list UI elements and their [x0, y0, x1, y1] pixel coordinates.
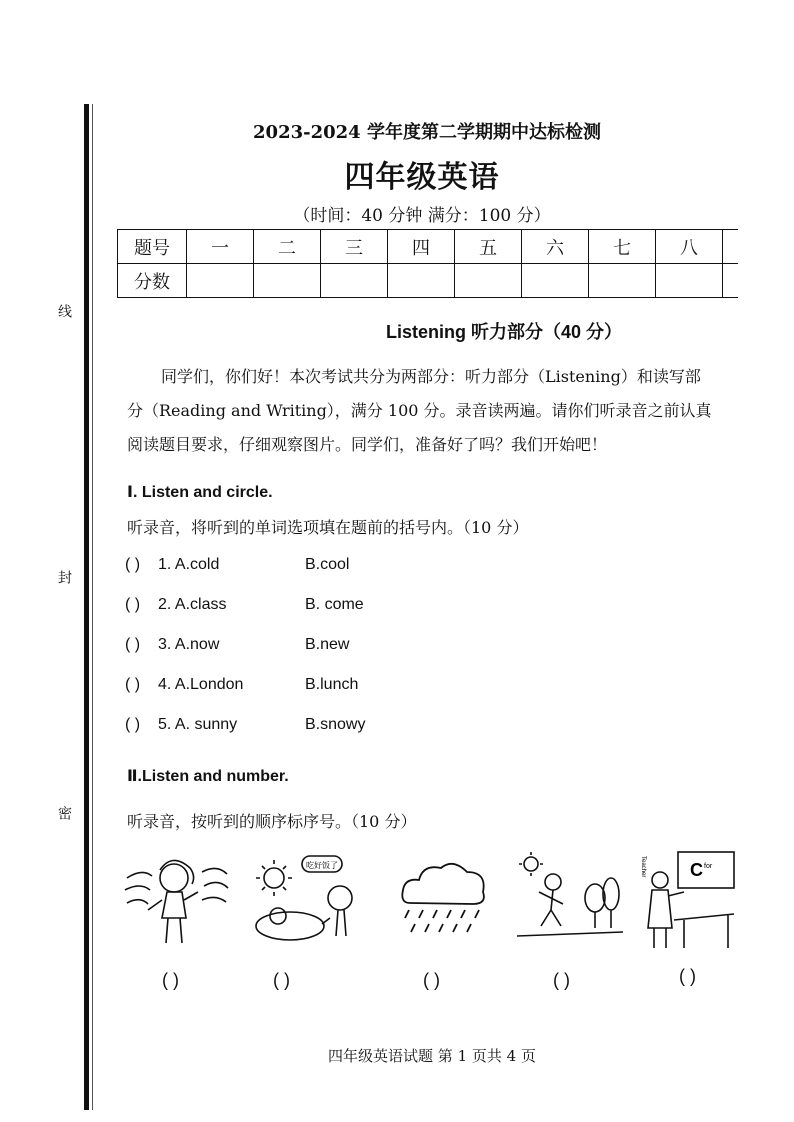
picture-answer-paren[interactable]: ( ) — [679, 966, 696, 986]
option-a: 1. A.cold — [158, 556, 220, 573]
seal-char-mi: 密 — [56, 806, 72, 820]
col-header: 一 — [187, 230, 254, 264]
part1-instruction: 听录音，将听到的单词选项填在题前的括号内。（10 分） — [127, 518, 529, 537]
question-item — [125, 596, 425, 616]
col-header: 四 — [388, 230, 455, 264]
seal-char-feng: 封 — [56, 570, 72, 584]
score-cell[interactable] — [321, 264, 388, 298]
seal-char-xian: 线 — [56, 304, 72, 318]
score-table-row-numbers — [118, 230, 790, 264]
teacher-board-illustration — [638, 848, 738, 958]
windy-girl-illustration — [122, 848, 232, 948]
col-header: 五 — [455, 230, 522, 264]
col-header: 三 — [321, 230, 388, 264]
score-cell[interactable] — [656, 264, 723, 298]
subject-title: 四年级英语 — [344, 160, 500, 195]
question-item — [125, 636, 425, 656]
page-footer: 四年级英语试题 第 1 页共 4 页 — [328, 1047, 536, 1065]
score-cell[interactable] — [388, 264, 455, 298]
answer-paren[interactable]: ( ) — [125, 676, 141, 693]
col-header: 八 — [656, 230, 723, 264]
option-b: B.cool — [305, 556, 350, 573]
part2-instruction: 听录音，按听到的顺序标序号。（10 分） — [127, 812, 417, 831]
col-header: 七 — [589, 230, 656, 264]
score-cell[interactable] — [589, 264, 656, 298]
page-crop-mask — [738, 226, 794, 301]
answer-paren[interactable]: ( ) — [125, 636, 141, 653]
listening-section-title: Listening 听力部分（40 分） — [386, 322, 623, 342]
boy-walking-illustration — [515, 848, 625, 948]
picnic-kids-illustration — [250, 848, 360, 948]
score-cell[interactable] — [522, 264, 589, 298]
intro-paragraph — [127, 360, 767, 462]
option-a: 3. A.now — [158, 636, 220, 653]
score-cell[interactable] — [455, 264, 522, 298]
picture-answer-paren[interactable]: ( ) — [553, 970, 570, 990]
answer-paren[interactable]: ( ) — [125, 716, 141, 733]
teacher-label: Teacher — [640, 856, 646, 878]
part2-heading: Ⅱ.Listen and number. — [127, 768, 289, 785]
option-a: 4. A.London — [158, 676, 244, 693]
question-item — [125, 676, 425, 696]
speech-bubble-text: 吃好饭了 — [306, 861, 338, 870]
option-a: 2. A.class — [158, 596, 227, 613]
score-cell[interactable] — [254, 264, 321, 298]
option-b: B. come — [305, 596, 364, 613]
picture-answer-paren[interactable]: ( ) — [423, 970, 440, 990]
option-b: B.new — [305, 636, 350, 653]
board-letter: C — [690, 860, 703, 880]
option-a: 5. A. sunny — [158, 716, 238, 733]
score-table-row-scores — [118, 264, 790, 298]
binding-line — [84, 104, 89, 1110]
time-info: （时间：40 分钟 满分：100 分） — [293, 206, 551, 226]
intro-line: 分（Reading and Writing），满分 100 分。录音读两遍。请你们听录音之前认真 — [127, 401, 712, 420]
answer-paren[interactable]: ( ) — [125, 596, 141, 613]
score-cell[interactable] — [187, 264, 254, 298]
intro-line: 同学们，你们好！本次考试共分为两部分：听力部分（Listening）和读写部 — [161, 367, 701, 386]
row-label-question: 题号 — [118, 230, 187, 264]
picture-answer-paren[interactable]: ( ) — [273, 970, 290, 990]
option-b: B.snowy — [305, 716, 366, 733]
picture-answer-paren[interactable]: ( ) — [162, 970, 179, 990]
row-label-score: 分数 — [118, 264, 187, 298]
answer-paren[interactable]: ( ) — [125, 556, 141, 573]
option-b: B.lunch — [305, 676, 359, 693]
part1-heading: Ⅰ. Listen and circle. — [127, 484, 273, 501]
board-word: for — [704, 863, 713, 870]
score-table — [117, 229, 790, 298]
question-item — [125, 716, 425, 736]
intro-line: 阅读题目要求，仔细观察图片。同学们，准备好了吗？我们开始吧！ — [127, 435, 608, 454]
exam-title: 2023-2024 学年度第二学期期中达标检测 — [253, 122, 601, 143]
col-header: 二 — [254, 230, 321, 264]
rain-cloud-illustration — [395, 848, 495, 948]
binding-line-thin — [92, 104, 93, 1110]
col-header: 六 — [522, 230, 589, 264]
question-item — [125, 556, 425, 576]
